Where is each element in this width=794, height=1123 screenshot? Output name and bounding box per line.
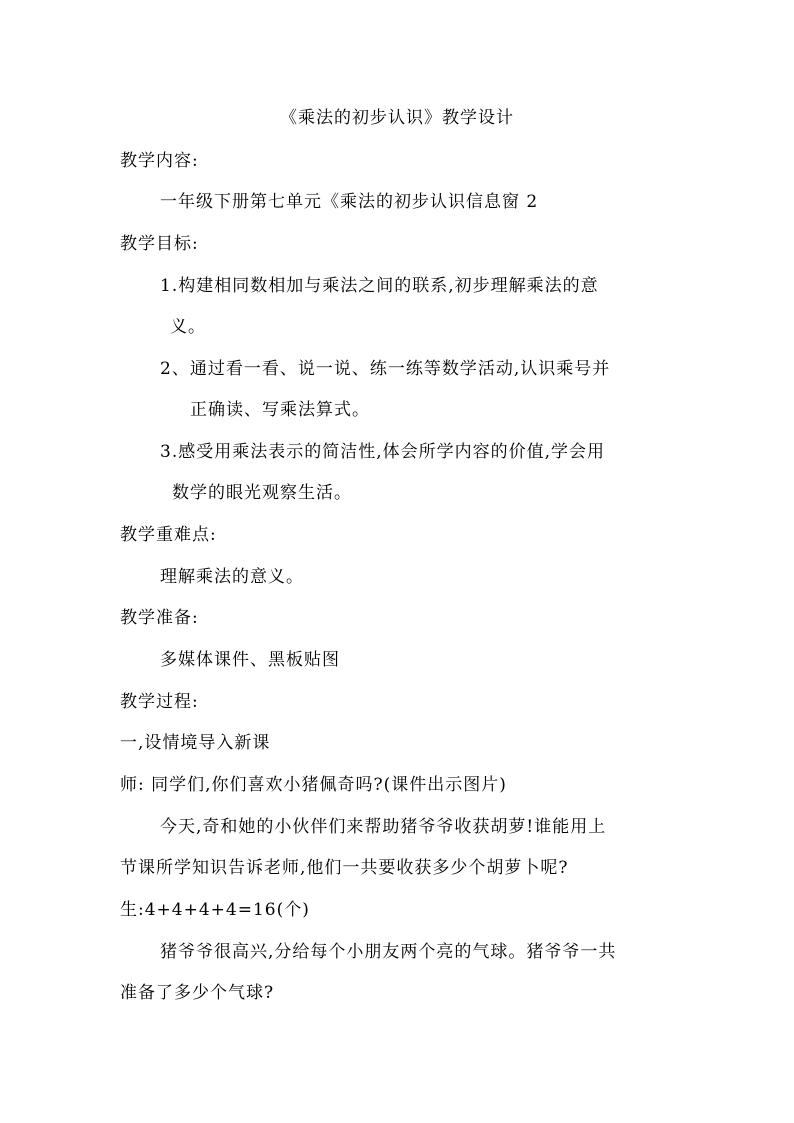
document-title: 《乘法的初步认识》教学设计 — [280, 108, 514, 128]
paragraph-2-line-2: 准备了多少个气球? — [120, 983, 275, 1003]
goal-1-line-2: 义。 — [170, 317, 206, 337]
paragraph-2-line-1: 猪爷爷很高兴,分给每个小朋友两个亮的气球。猪爷爷一共 — [160, 942, 617, 962]
goal-2-line-1: 2、通过看一看、说一说、练一练等数学活动,认识乘号并 — [160, 359, 611, 379]
student-line: 生:4+4+4+4=16(个) — [120, 900, 310, 920]
prep-heading: 教学准备: — [120, 608, 199, 628]
goal-3-line-2: 数学的眼光观察生活。 — [172, 483, 352, 503]
content-text: 一年级下册第七单元《乘法的初步认识信息窗 2 — [160, 192, 539, 212]
content-heading: 教学内容: — [120, 151, 199, 171]
key-text: 理解乘法的意义。 — [160, 567, 304, 587]
prep-text: 多媒体课件、黑板贴图 — [160, 650, 340, 670]
key-heading: 教学重难点: — [120, 525, 217, 545]
goal-1-line-1: 1.构建相同数相加与乘法之间的联系,初步理解乘法的意 — [160, 276, 599, 296]
goal-2-line-2: 正确读、写乘法算式。 — [190, 400, 370, 420]
goal-3-line-1: 3.感受用乘法表示的简洁性,体会所学内容的价值,学会用 — [160, 442, 606, 462]
teacher-line: 师: 同学们,你们喜欢小猪佩奇吗?(课件出示图片) — [120, 775, 507, 795]
paragraph-1-line-2: 节课所学知识告诉老师,他们一共要收获多少个胡萝卜呢? — [120, 858, 569, 878]
paragraph-1-line-1: 今天,奇和她的小伙伴们来帮助猪爷爷收获胡萝!谁能用上 — [160, 817, 607, 837]
process-heading: 教学过程: — [120, 692, 199, 712]
goals-heading: 教学目标: — [120, 234, 199, 254]
section-1-heading: 一,设情境导入新课 — [120, 733, 271, 753]
